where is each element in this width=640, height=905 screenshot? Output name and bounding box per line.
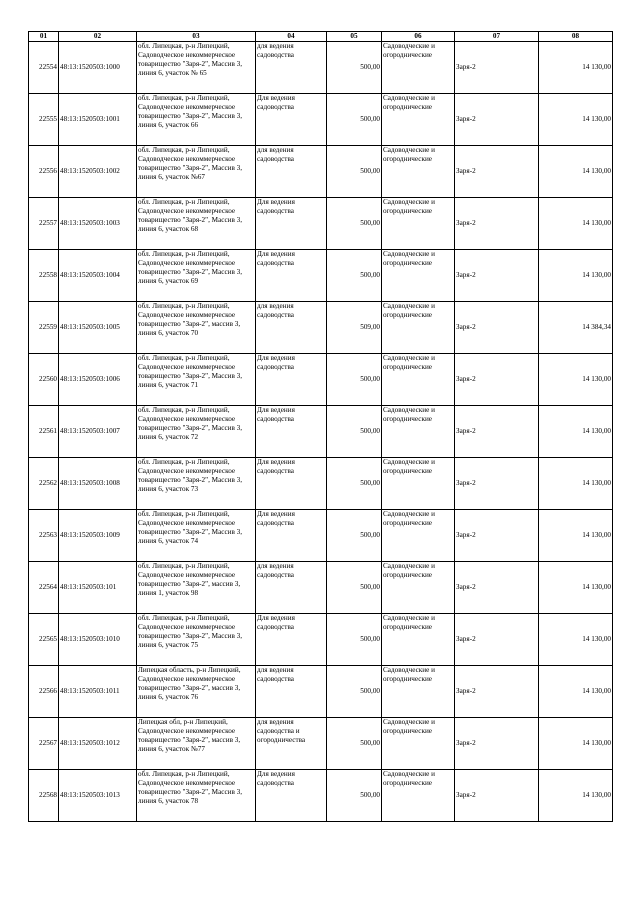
address-cell bbox=[137, 146, 256, 198]
record-id-cell: 22556 bbox=[29, 146, 59, 198]
table-row bbox=[29, 458, 613, 510]
address-cell bbox=[137, 562, 256, 614]
record-id-cell: 22564 bbox=[29, 562, 59, 614]
table-row bbox=[29, 666, 613, 718]
land-category-cell bbox=[382, 146, 455, 198]
land-category-cell bbox=[382, 666, 455, 718]
cadastral-value-cell: 14 130,00 bbox=[539, 198, 613, 250]
land-category-cell-text: Садоводческие и огороднические bbox=[383, 666, 435, 683]
area-cell: 500,00 bbox=[327, 510, 382, 562]
address-cell bbox=[137, 250, 256, 302]
land-category-cell-text: Садоводческие и огороднические bbox=[383, 562, 435, 579]
column-header: 05 bbox=[327, 32, 382, 42]
land-category-cell bbox=[382, 42, 455, 94]
land-category-cell bbox=[382, 510, 455, 562]
land-category-cell bbox=[382, 562, 455, 614]
address-cell-text: обл. Липецкая, р-н Липецкий, Садоводческое некоммерческое товарищество "Заря-2", Массив 3, линия 6, участок 68 bbox=[138, 198, 243, 233]
cadastral-value-cell: 14 130,00 bbox=[539, 458, 613, 510]
address-cell bbox=[137, 614, 256, 666]
table-row bbox=[29, 250, 613, 302]
address-cell bbox=[137, 510, 256, 562]
permitted-use-cell-text: Для ведения садоводства bbox=[257, 458, 295, 475]
cadastral-number-cell: 48:13:1520503:1006 bbox=[59, 354, 137, 406]
settlement-cell: Заря-2 bbox=[455, 770, 539, 822]
address-cell-text: обл. Липецкая, р-н Липецкий, Садоводческое некоммерческое товарищество "Заря-2", Массив 3, линия 6, участок №67 bbox=[138, 146, 243, 181]
area-cell: 500,00 bbox=[327, 198, 382, 250]
land-category-cell-text: Садоводческие и огороднические bbox=[383, 614, 435, 631]
cadastral-number-cell: 48:13:1520503:1008 bbox=[59, 458, 137, 510]
address-cell bbox=[137, 94, 256, 146]
record-id-cell: 22566 bbox=[29, 666, 59, 718]
permitted-use-cell bbox=[256, 614, 327, 666]
permitted-use-cell bbox=[256, 666, 327, 718]
address-cell-text: обл. Липецкая, р-н Липецкий, Садоводческое некоммерческое товарищество "Заря-2", массив 3, линия 1, участок 98 bbox=[138, 562, 241, 597]
cadastral-number-cell: 48:13:1520503:1000 bbox=[59, 42, 137, 94]
settlement-cell: Заря-2 bbox=[455, 94, 539, 146]
permitted-use-cell-text: Для ведения садоводства bbox=[257, 250, 295, 267]
area-cell: 500,00 bbox=[327, 94, 382, 146]
land-category-cell-text: Садоводческие и огороднические bbox=[383, 770, 435, 787]
permitted-use-cell bbox=[256, 562, 327, 614]
address-cell-text: обл. Липецкая, р-н Липецкий, Садоводческое некоммерческое товарищество "Заря-2", массив 3, линия 6, участок 70 bbox=[138, 302, 241, 337]
address-cell-text: обл. Липецкая, р-н Липецкий, Садоводческое некоммерческое товарищество "Заря-2", Массив 3, линия 6, участок 73 bbox=[138, 458, 243, 493]
cadastral-value-cell: 14 130,00 bbox=[539, 354, 613, 406]
address-cell-text: Липецкая область, р-н Липецкий, Садоводческое некоммерческое товарищество "Заря-2", массив 3, линия 6, участок 76 bbox=[138, 666, 241, 701]
cadastral-number-cell: 48:13:1520503:1001 bbox=[59, 94, 137, 146]
land-category-cell bbox=[382, 614, 455, 666]
permitted-use-cell bbox=[256, 250, 327, 302]
area-cell: 500,00 bbox=[327, 562, 382, 614]
land-category-cell-text: Садоводческие и огороднические bbox=[383, 510, 435, 527]
cadastral-value-cell: 14 130,00 bbox=[539, 770, 613, 822]
land-category-cell bbox=[382, 354, 455, 406]
address-cell bbox=[137, 770, 256, 822]
permitted-use-cell-text: Для ведения садоводства bbox=[257, 406, 295, 423]
permitted-use-cell bbox=[256, 42, 327, 94]
table-row bbox=[29, 354, 613, 406]
table-row bbox=[29, 302, 613, 354]
address-cell-text: обл. Липецкая, р-н Липецкий, Садоводческое некоммерческое товарищество "Заря-2", Массив 3, линия 6, участок 69 bbox=[138, 250, 243, 285]
permitted-use-cell bbox=[256, 146, 327, 198]
permitted-use-cell-text: для ведения садоводства bbox=[257, 146, 294, 163]
permitted-use-cell-text: для ведения садоводства bbox=[257, 42, 294, 59]
settlement-cell: Заря-2 bbox=[455, 562, 539, 614]
permitted-use-cell-text: Для ведения садоводства bbox=[257, 614, 295, 631]
permitted-use-cell-text: для ведения садоводства bbox=[257, 562, 294, 579]
land-category-cell bbox=[382, 94, 455, 146]
table-row bbox=[29, 146, 613, 198]
record-id-cell: 22559 bbox=[29, 302, 59, 354]
land-category-cell-text: Садоводческие и огороднические bbox=[383, 302, 435, 319]
address-cell bbox=[137, 458, 256, 510]
settlement-cell: Заря-2 bbox=[455, 458, 539, 510]
cadastral-number-cell: 48:13:1520503:101 bbox=[59, 562, 137, 614]
table-row bbox=[29, 562, 613, 614]
record-id-cell: 22562 bbox=[29, 458, 59, 510]
table-row bbox=[29, 614, 613, 666]
address-cell bbox=[137, 354, 256, 406]
area-cell: 500,00 bbox=[327, 250, 382, 302]
record-id-cell: 22558 bbox=[29, 250, 59, 302]
cadastral-number-cell: 48:13:1520503:1005 bbox=[59, 302, 137, 354]
land-category-cell bbox=[382, 302, 455, 354]
permitted-use-cell-text: Для ведения садоводства bbox=[257, 510, 295, 527]
settlement-cell: Заря-2 bbox=[455, 718, 539, 770]
land-category-cell bbox=[382, 250, 455, 302]
permitted-use-cell bbox=[256, 198, 327, 250]
address-cell bbox=[137, 406, 256, 458]
land-category-cell bbox=[382, 458, 455, 510]
cadastral-value-cell: 14 130,00 bbox=[539, 146, 613, 198]
table-row bbox=[29, 94, 613, 146]
column-header: 01 bbox=[29, 32, 59, 42]
land-category-cell-text: Садоводческие и огороднические bbox=[383, 354, 435, 371]
cadastral-number-cell: 48:13:1520503:1004 bbox=[59, 250, 137, 302]
land-category-cell-text: Садоводческие и огороднические bbox=[383, 146, 435, 163]
cadastral-value-cell: 14 130,00 bbox=[539, 94, 613, 146]
settlement-cell: Заря-2 bbox=[455, 302, 539, 354]
column-header: 06 bbox=[382, 32, 455, 42]
table-row bbox=[29, 718, 613, 770]
permitted-use-cell-text: для ведения садоводства bbox=[257, 302, 294, 319]
cadastral-number-cell: 48:13:1520503:1012 bbox=[59, 718, 137, 770]
permitted-use-cell-text: Для ведения садоводства bbox=[257, 94, 295, 111]
settlement-cell: Заря-2 bbox=[455, 354, 539, 406]
land-category-cell bbox=[382, 718, 455, 770]
address-cell-text: обл. Липецкая, р-н Липецкий, Садоводческое некоммерческое товарищество "Заря-2", Массив 3, линия 6, участок 66 bbox=[138, 94, 243, 129]
area-cell: 500,00 bbox=[327, 146, 382, 198]
area-cell: 500,00 bbox=[327, 458, 382, 510]
column-header: 03 bbox=[137, 32, 256, 42]
permitted-use-cell-text: для ведения садоводства и огородничества bbox=[257, 718, 306, 744]
cadastral-value-cell: 14 130,00 bbox=[539, 614, 613, 666]
header-row bbox=[29, 32, 613, 42]
area-cell: 500,00 bbox=[327, 718, 382, 770]
record-id-cell: 22560 bbox=[29, 354, 59, 406]
settlement-cell: Заря-2 bbox=[455, 666, 539, 718]
land-category-cell-text: Садоводческие и огороднические bbox=[383, 42, 435, 59]
address-cell bbox=[137, 718, 256, 770]
cadastral-value-cell: 14 130,00 bbox=[539, 666, 613, 718]
permitted-use-cell bbox=[256, 94, 327, 146]
permitted-use-cell bbox=[256, 718, 327, 770]
table-row bbox=[29, 198, 613, 250]
land-category-cell-text: Садоводческие и огороднические bbox=[383, 406, 435, 423]
settlement-cell: Заря-2 bbox=[455, 42, 539, 94]
address-cell-text: Липецкая обл, р-н Липецкий, Садоводческое некоммерческое товарищество "Заря-2", массив 3, линия 6, участок №77 bbox=[138, 718, 241, 753]
permitted-use-cell bbox=[256, 302, 327, 354]
table-row bbox=[29, 406, 613, 458]
land-category-cell bbox=[382, 770, 455, 822]
record-id-cell: 22557 bbox=[29, 198, 59, 250]
settlement-cell: Заря-2 bbox=[455, 146, 539, 198]
land-category-cell bbox=[382, 198, 455, 250]
land-category-cell bbox=[382, 406, 455, 458]
cadastral-value-cell: 14 130,00 bbox=[539, 718, 613, 770]
column-header: 08 bbox=[539, 32, 613, 42]
area-cell: 500,00 bbox=[327, 770, 382, 822]
permitted-use-cell-text: Для ведения садоводства bbox=[257, 198, 295, 215]
document-page bbox=[28, 31, 612, 822]
record-id-cell: 22554 bbox=[29, 42, 59, 94]
settlement-cell: Заря-2 bbox=[455, 250, 539, 302]
area-cell: 500,00 bbox=[327, 42, 382, 94]
permitted-use-cell bbox=[256, 510, 327, 562]
cadastral-number-cell: 48:13:1520503:1011 bbox=[59, 666, 137, 718]
column-header: 04 bbox=[256, 32, 327, 42]
address-cell-text: обл. Липецкая, р-н Липецкий, Садоводческое некоммерческое товарищество "Заря-2", Массив 3, линия 6, участок 75 bbox=[138, 614, 243, 649]
area-cell: 509,00 bbox=[327, 302, 382, 354]
address-cell-text: обл. Липецкая, р-н Липецкий, Садоводческое некоммерческое товарищество "Заря-2", Массив 3, линия 6, участок 71 bbox=[138, 354, 243, 389]
land-category-cell-text: Садоводческие и огороднические bbox=[383, 718, 435, 735]
cadastral-number-cell: 48:13:1520503:1010 bbox=[59, 614, 137, 666]
permitted-use-cell-text: Для ведения садоводства bbox=[257, 770, 295, 787]
record-id-cell: 22565 bbox=[29, 614, 59, 666]
address-cell bbox=[137, 42, 256, 94]
permitted-use-cell bbox=[256, 770, 327, 822]
address-cell bbox=[137, 666, 256, 718]
settlement-cell: Заря-2 bbox=[455, 406, 539, 458]
cadastral-value-cell: 14 130,00 bbox=[539, 510, 613, 562]
permitted-use-cell bbox=[256, 458, 327, 510]
land-category-cell-text: Садоводческие и огороднические bbox=[383, 198, 435, 215]
address-cell bbox=[137, 198, 256, 250]
permitted-use-cell bbox=[256, 406, 327, 458]
area-cell: 500,00 bbox=[327, 354, 382, 406]
table-row bbox=[29, 510, 613, 562]
land-category-cell-text: Садоводческие и огороднические bbox=[383, 250, 435, 267]
area-cell: 500,00 bbox=[327, 666, 382, 718]
address-cell-text: обл. Липецкая, р-н Липецкий, Садоводческое некоммерческое товарищество "Заря-2", Массив 3, линия 6, участок 74 bbox=[138, 510, 243, 545]
address-cell-text: обл. Липецкая, р-н Липецкий, Садоводческое некоммерческое товарищество "Заря-2", Массив 3, линия 6, участок № 65 bbox=[138, 42, 243, 77]
record-id-cell: 22555 bbox=[29, 94, 59, 146]
column-header: 07 bbox=[455, 32, 539, 42]
settlement-cell: Заря-2 bbox=[455, 510, 539, 562]
cadastral-value-cell: 14 130,00 bbox=[539, 562, 613, 614]
cadastral-value-cell: 14 130,00 bbox=[539, 250, 613, 302]
cadastral-value-cell: 14 130,00 bbox=[539, 42, 613, 94]
address-cell-text: обл. Липецкая, р-н Липецкий, Садоводческое некоммерческое товарищество "Заря-2", Массив 3, линия 6, участок 78 bbox=[138, 770, 243, 805]
table-body bbox=[29, 42, 613, 822]
address-cell-text: обл. Липецкая, р-н Липецкий, Садоводческое некоммерческое товарищество "Заря-2", Массив 3, линия 6, участок 72 bbox=[138, 406, 243, 441]
column-header: 02 bbox=[59, 32, 137, 42]
record-id-cell: 22561 bbox=[29, 406, 59, 458]
address-cell bbox=[137, 302, 256, 354]
cadastral-number-cell: 48:13:1520503:1013 bbox=[59, 770, 137, 822]
settlement-cell: Заря-2 bbox=[455, 198, 539, 250]
cadastral-value-cell: 14 130,00 bbox=[539, 406, 613, 458]
cadastral-number-cell: 48:13:1520503:1003 bbox=[59, 198, 137, 250]
permitted-use-cell-text: для ведения садоводства bbox=[257, 666, 294, 683]
land-category-cell-text: Садоводческие и огороднические bbox=[383, 94, 435, 111]
record-id-cell: 22567 bbox=[29, 718, 59, 770]
table-row bbox=[29, 770, 613, 822]
area-cell: 500,00 bbox=[327, 614, 382, 666]
cadastral-value-cell: 14 384,34 bbox=[539, 302, 613, 354]
land-category-cell-text: Садоводческие и огороднические bbox=[383, 458, 435, 475]
cadastral-number-cell: 48:13:1520503:1009 bbox=[59, 510, 137, 562]
cadastral-number-cell: 48:13:1520503:1002 bbox=[59, 146, 137, 198]
area-cell: 500,00 bbox=[327, 406, 382, 458]
settlement-cell: Заря-2 bbox=[455, 614, 539, 666]
record-id-cell: 22563 bbox=[29, 510, 59, 562]
land-registry-table bbox=[28, 31, 613, 822]
cadastral-number-cell: 48:13:1520503:1007 bbox=[59, 406, 137, 458]
permitted-use-cell-text: Для ведения садоводства bbox=[257, 354, 295, 371]
table-row bbox=[29, 42, 613, 94]
permitted-use-cell bbox=[256, 354, 327, 406]
record-id-cell: 22568 bbox=[29, 770, 59, 822]
